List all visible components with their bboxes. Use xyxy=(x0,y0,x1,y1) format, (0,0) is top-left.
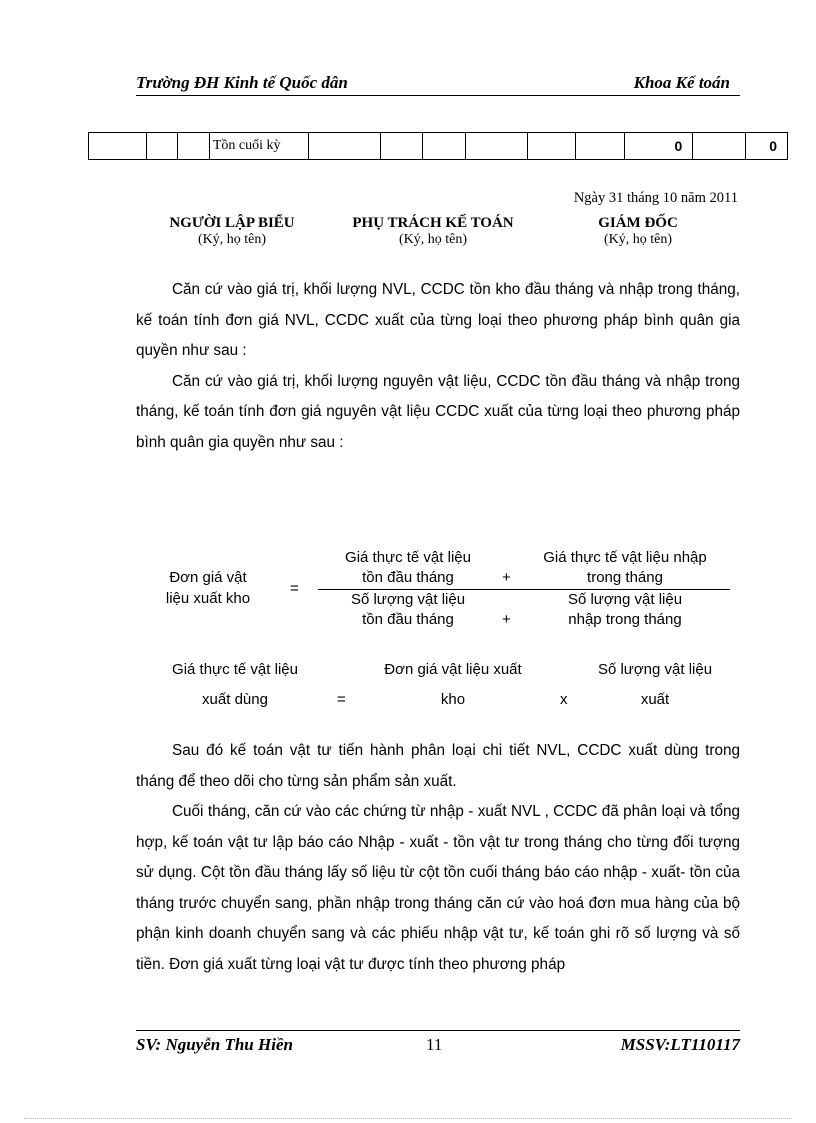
formula2-right-line2: xuất xyxy=(640,691,670,708)
signature-note: (Ký, họ tên) xyxy=(197,232,267,247)
body-text xyxy=(136,736,740,980)
signature-title: GIÁM ĐỐC xyxy=(598,215,678,231)
fraction-bar xyxy=(318,589,730,590)
formula2-times: x xyxy=(560,691,568,708)
formula1-den-a-line1: Số lượng vật liệu xyxy=(350,591,466,608)
cell-value-1: 0 xyxy=(624,133,692,160)
header-department: Khoa Kế toán xyxy=(633,73,730,92)
cell-value-2: 0 xyxy=(745,133,787,160)
paragraph: Cuối tháng, căn cứ vào các chứng từ nhập - xuất NVL , CCDC đã phân loại và tổng hợp, kế toán vật tư lập báo cáo Nhập - xuất - tồn vật tư trong tháng cho từng đối tượng sử dụng. Cột tồn đầu tháng lấy số liệu từ cột tồn cuối tháng báo cáo nhập - xuất- tồn của tháng trước chuyển sang, phần nhập trong tháng căn cứ vào hoá đơn mua hàng của bộ phận kinh doanh chuyển sang và các phiếu nhập vật tư, kế toán ghi rõ số lượng và số tiền. Đơn giá xuất từng loại vật tư được tính theo phương pháp xyxy=(136,803,740,973)
paragraph: Căn cứ vào giá trị, khối lượng NVL, CCDC tồn kho đầu tháng và nhập trong tháng, kế toán tính đơn giá NVL, CCDC xuất của từng loại theo phương pháp bình quân gia quyền như sau : xyxy=(136,281,740,359)
table-row xyxy=(89,133,788,160)
page-number: 11 xyxy=(426,1035,443,1054)
signature-director xyxy=(538,215,738,248)
signature-note: (Ký, họ tên) xyxy=(398,232,468,247)
signature-preparer xyxy=(132,215,332,248)
formula1-num-a-line1: Giá thực tế vật liệu xyxy=(345,549,471,566)
paragraph: Sau đó kế toán vật tư tiến hành phân loại chi tiết NVL, CCDC xuất dùng trong tháng để theo dõi cho từng sản phẩm sản xuất. xyxy=(136,742,740,790)
formula2-lhs-line1: Giá thực tế vật liệu xyxy=(172,661,298,678)
formula1-equals: = xyxy=(290,580,299,597)
formula2-equals: = xyxy=(337,691,346,708)
formula1-den-b-line1: Số lượng vật liệu xyxy=(567,591,683,608)
formula1-num-b-line1: Giá thực tế vật liệu nhập xyxy=(543,549,707,566)
formula1-den-b-line2: nhập trong tháng xyxy=(568,611,682,628)
page-edge-dots xyxy=(24,1118,792,1119)
paragraph: Căn cứ vào giá trị, khối lượng nguyên vật liệu, CCDC tồn đầu tháng và nhập trong tháng, kế toán tính đơn giá nguyên vật liệu CCDC xuất của từng loại theo phương pháp bình quân gia quyền như sau : xyxy=(136,372,740,451)
signature-chief-accountant xyxy=(333,215,533,248)
inventory-table xyxy=(88,132,788,160)
formula1-lhs-line2: liệu xuất kho xyxy=(165,590,251,607)
header-school: Trường ĐH Kinh tế Quốc dân xyxy=(136,73,348,92)
footer-student-id: MSSV:LT110117 xyxy=(620,1035,740,1054)
formula1-num-b-line2: trong tháng xyxy=(587,569,663,586)
formula2-mid-line1: Đơn giá vật liệu xuất xyxy=(384,661,522,678)
row-label: Tồn cuối kỳ xyxy=(209,133,308,160)
formula2-right-line1: Số lượng vật liệu xyxy=(597,661,713,678)
footer-student: SV: Nguyễn Thu Hiền xyxy=(136,1035,293,1054)
formula1-num-a-line2: tồn đầu tháng xyxy=(362,569,454,586)
intro-text xyxy=(136,275,740,458)
header-rule xyxy=(136,95,740,96)
formula1-plus-bottom: + xyxy=(502,611,511,628)
date-line: Ngày 31 tháng 10 năm 2011 xyxy=(573,190,738,206)
formula1-lhs-line1: Đơn giá vật xyxy=(169,569,247,586)
formula2-mid-line2: kho xyxy=(440,691,466,708)
signature-note: (Ký, họ tên) xyxy=(603,232,673,247)
formula2-lhs-line2: xuất dùng xyxy=(202,691,268,708)
signature-title: PHỤ TRÁCH KẾ TOÁN xyxy=(352,215,514,231)
formula1-plus-top: + xyxy=(502,569,511,586)
formula1-den-a-line2: tồn đầu tháng xyxy=(362,611,454,628)
footer-rule xyxy=(136,1030,740,1031)
signature-title: NGƯỜI LẬP BIỂU xyxy=(169,215,295,231)
